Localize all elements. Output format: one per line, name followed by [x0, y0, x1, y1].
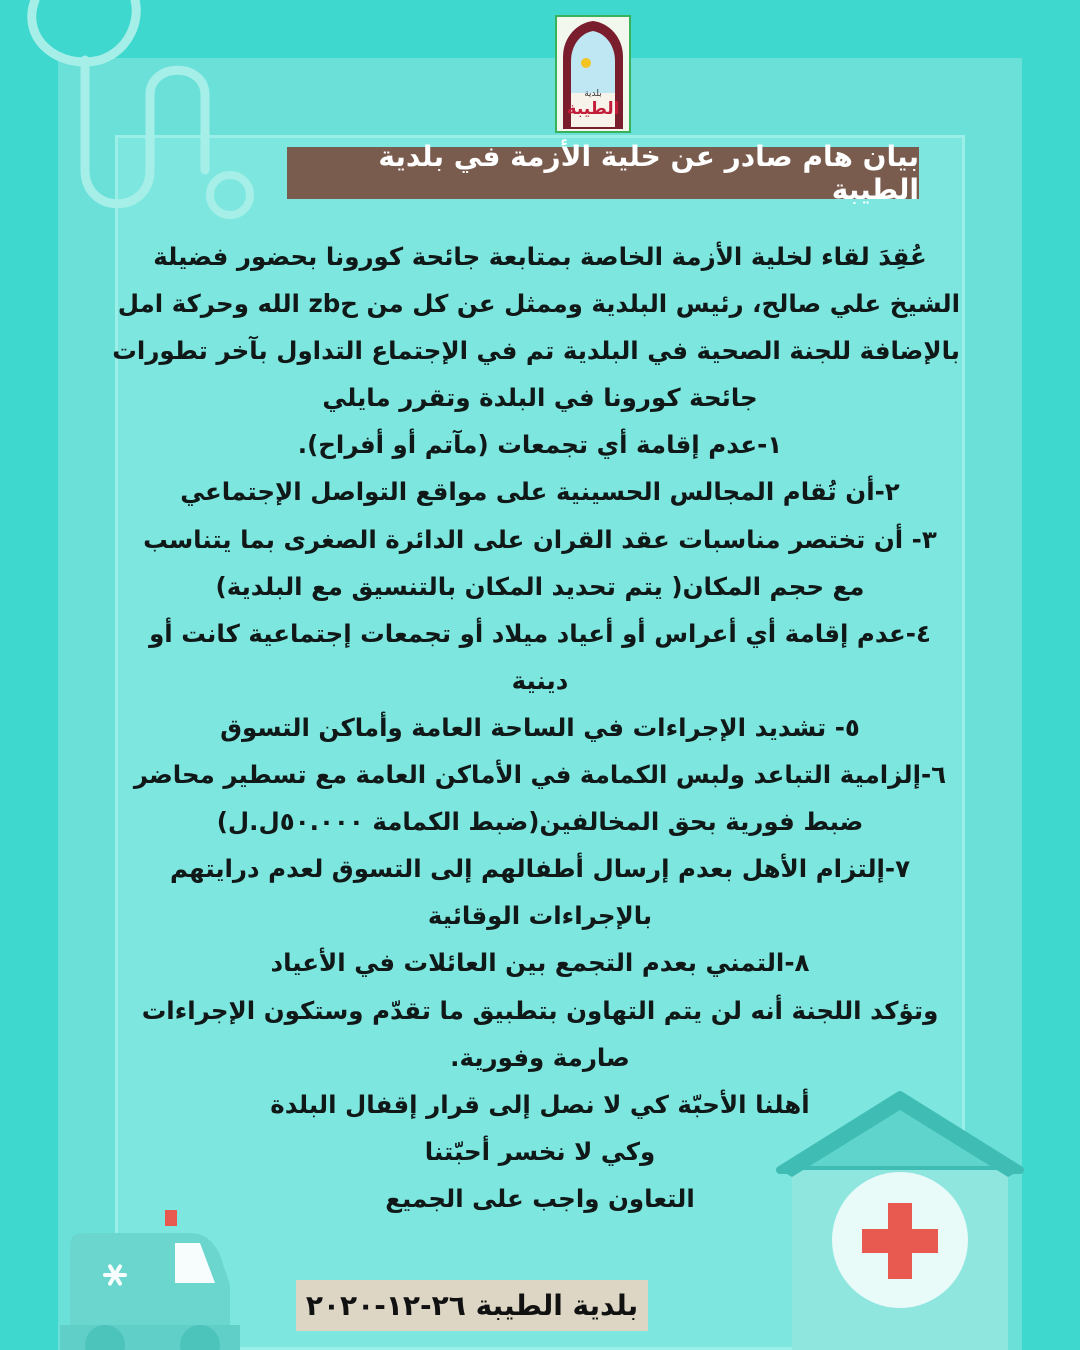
body-line: وكي لا نخسر أحبّتنا [424, 1136, 656, 1166]
ambulance-icon [60, 1205, 240, 1350]
body-line: وتؤكد اللجنة أنه لن يتم التهاون بتطبيق ما تقدّم وستكون الإجراءات [141, 995, 939, 1025]
logo-text-big: الطيبة [566, 99, 620, 119]
body-line: ٤-عدم إقامة أي أعراس أو أعياد ميلاد أو تجمعات إجتماعية كانت أو [149, 618, 931, 648]
body-line: ٦-إلزامية التباعد ولبس الكمامة في الأماكن العامة مع تسطير محاضر [133, 760, 947, 790]
body-line: جائحة كورونا في البلدة وتقرر مايلي [322, 383, 758, 413]
body-line: ٣- أن تختصر مناسبات عقد القران على الدائرة الصغرى بما يتناسب [143, 524, 937, 554]
body-line: صارمة وفورية. [450, 1042, 630, 1072]
body-line: بالإجراءات الوقائية [427, 901, 653, 931]
body-line: ٥- تشديد الإجراءات في الساحة العامة وأماكن التسوق [220, 712, 860, 742]
stethoscope-icon [0, 0, 280, 240]
body-line: عُقِدَ لقاء لخلية الأزمة الخاصة بمتابعة جائحة كورونا بحضور فضيلة [153, 242, 927, 271]
body-line: مع حجم المكان( يتم تحديد المكان بالتنسيق مع البلدية) [215, 571, 865, 601]
footer-signature: بلدية الطيبة ٢٦-١٢-٢٠٢٠ [296, 1280, 648, 1331]
logo-text-small: بلدية [584, 89, 602, 99]
hospital-icon [770, 1085, 1030, 1350]
body-line: دينية [511, 665, 569, 695]
body-line: ٨-التمني بعدم التجمع بين العائلات في الأعياد [270, 948, 810, 978]
body-line: ١-عدم إقامة أي تجمعات (مآتم أو أفراح). [297, 430, 783, 460]
body-line: أهلنا الأحبّة كي لا نصل إلى قرار إقفال البلدة [270, 1089, 810, 1119]
body-line: الشيخ علي صالح، رئيس البلدية وممثل عن كل من حzb الله وحركة امل [117, 289, 960, 319]
body-line: ضبط فورية بحق المخالفين(ضبط الكمامة ٥٠.٠٠٠ل.ل) [216, 807, 864, 837]
announcement-title: بيان هام صادر عن خلية الأزمة في بلدية الطيبة [287, 147, 919, 199]
body-line: ٧-إلتزام الأهل بعدم إرسال أطفالهم إلى التسوق لعدم درايتهم [169, 854, 911, 884]
body-line: بالإضافة للجنة الصحية في البلدية تم في الإجتماع التداول بآخر تطورات [112, 336, 960, 366]
body-line: ٢-أن تُقام المجالس الحسينية على مواقع التواصل الإجتماعي [180, 477, 900, 507]
announcement-body [112, 233, 960, 1222]
body-line: التعاون واجب على الجميع [385, 1183, 695, 1213]
municipality-logo [555, 15, 631, 133]
